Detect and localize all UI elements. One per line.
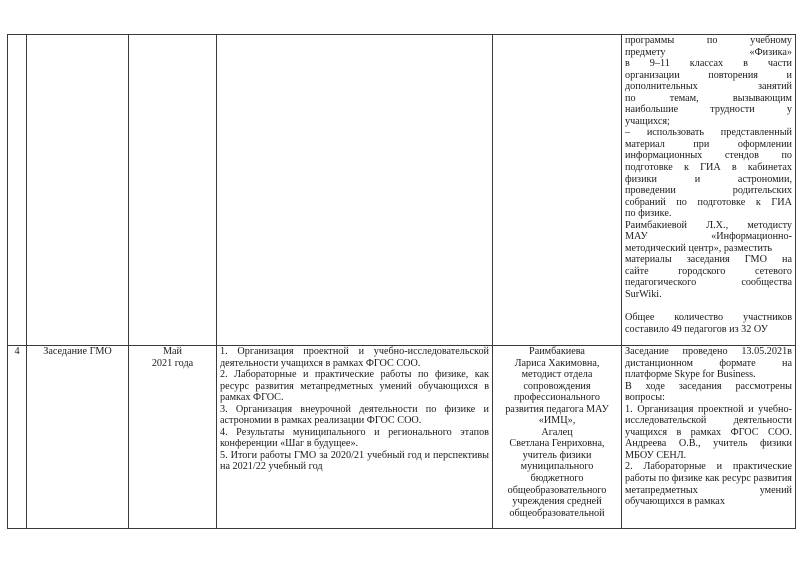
- agenda-item: 4. Результаты муниципального и регионального этапов конференции «Шаг в будущее».: [220, 426, 489, 450]
- responsible-line: Светлана Генриховна,: [509, 438, 605, 450]
- table-row: [8, 346, 796, 529]
- cell-number: 4: [8, 346, 27, 529]
- result-line: проведении родительских: [625, 185, 792, 197]
- result-paragraph: В ходе заседания рассмотрены вопросы:: [625, 380, 792, 404]
- events-table: [7, 34, 796, 529]
- result-line: дополнительных занятий: [625, 81, 792, 93]
- responsible-line: общеобразовательного: [507, 484, 607, 496]
- responsible-line: развития педагога МАУ: [505, 403, 609, 415]
- result-line: подготовке к ГИА в кабинетах: [625, 162, 792, 174]
- cell-event: [27, 35, 129, 346]
- responsible-line: сопровождения: [523, 380, 591, 392]
- result-line: собраний по подготовке к ГИА: [625, 196, 792, 208]
- result-line: – использовать представленный: [625, 127, 792, 139]
- cell-responsible: [493, 346, 622, 529]
- result-paragraph: 2. Лабораторные и практические работы по физике как ресурс развития метапредметных умений обучающихся в рамках: [625, 461, 792, 508]
- cell-agenda: [217, 346, 493, 529]
- agenda-item: 3. Организация внеурочной деятельности по физике и астрономии в рамках реализации ФГОС СОО.: [220, 403, 489, 427]
- result-line: физики и астрономии,: [625, 173, 792, 185]
- result-line: в 9–11 классах в части: [625, 58, 792, 70]
- result-line: по темам, вызывающим: [625, 92, 792, 104]
- result-line: МАУ «Информационно-: [625, 231, 792, 243]
- result-total: Общее количество участников составило 49 педагогов из 32 ОУ: [625, 312, 792, 335]
- responsible-line: бюджетного: [530, 473, 584, 485]
- result-paragraph: 1. Организация проектной и учебно-исследовательской деятельности учащихся в рамках ФГОС СОО. Андреева О.В., учитель физики МБОУ СЕНЛ.: [625, 403, 792, 461]
- result-line: учащихся;: [625, 115, 670, 127]
- table-row: [8, 35, 796, 346]
- cell-result: [622, 35, 796, 346]
- responsible-line: профессионального: [514, 392, 600, 404]
- result-line: материалы заседания ГМО на: [625, 254, 792, 266]
- agenda-item: 2. Лабораторные и практические работы по физике, как ресурс развития метапредметных умений обучающихся в рамках ФГОС.: [220, 369, 489, 404]
- result-line: предмету «Физика»: [625, 46, 792, 58]
- responsible-line: Раимбакиева: [529, 346, 585, 357]
- responsible-line: учреждения средней: [512, 496, 602, 508]
- result-line: педагогического сообщества: [625, 277, 792, 289]
- cell-agenda: [217, 35, 493, 346]
- responsible-line: методист отдела: [521, 369, 593, 381]
- cell-date: [129, 346, 217, 529]
- responsible-line: учитель физики: [522, 449, 592, 461]
- agenda-item: 5. Итоги работы ГМО за 2020/21 учебный год и перспективы на 2021/22 учебный год: [220, 449, 489, 473]
- result-line: организации повторения и: [625, 69, 792, 81]
- result-line: наибольшие трудности у: [625, 104, 792, 116]
- date-month: Май: [162, 346, 183, 357]
- result-line: Раимбакиевой Л.Х., методисту: [625, 219, 792, 231]
- responsible-line: муниципального: [520, 461, 594, 473]
- result-line: сайте городского сетевого: [625, 265, 792, 277]
- result-line: по физике.: [625, 208, 672, 220]
- agenda-item: 1. Организация проектной и учебно-исследовательской деятельности учащихся в рамках ФГОС СОО.: [220, 346, 489, 369]
- cell-result: [622, 346, 796, 529]
- result-line: SurWiki.: [625, 289, 662, 301]
- result-line: информационных стендов по: [625, 150, 792, 162]
- responsible-line: Лариса Хакимовна,: [514, 357, 600, 369]
- cell-number: [8, 35, 27, 346]
- cell-event: Заседание ГМО: [27, 346, 129, 529]
- responsible-line: «ИМЦ»,: [538, 415, 576, 427]
- spacer: [625, 301, 792, 313]
- result-paragraph: Заседание проведено 13.05.2021в дистанционном формате на платформе Skype for Business.: [625, 346, 792, 381]
- result-line: методический центр», разместить: [625, 242, 773, 254]
- result-line: программы по учебному: [625, 35, 792, 46]
- date-year: 2021 года: [151, 357, 194, 369]
- responsible-line: Агалец: [541, 426, 573, 438]
- responsible-line: общеобразовательной: [509, 507, 605, 519]
- cell-responsible: [493, 35, 622, 346]
- result-line: материал при оформлении: [625, 138, 792, 150]
- cell-date: [129, 35, 217, 346]
